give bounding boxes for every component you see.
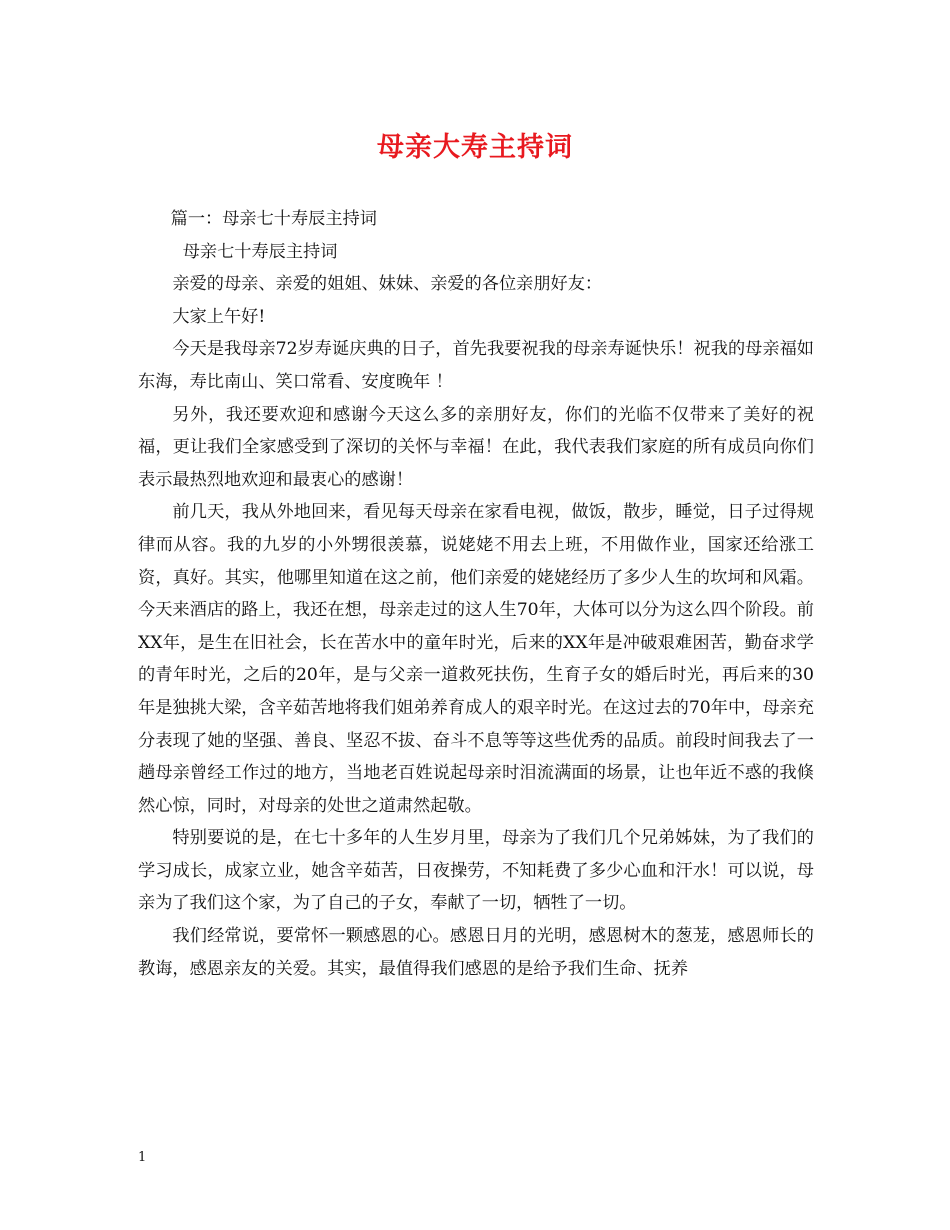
body-paragraph: 前几天，我从外地回来，看见每天母亲在家看电视，做饭，散步，睡觉，日子过得规律而从容。我的九岁的小外甥很羡慕，说姥姥不用去上班，不用做作业，国家还给涨工资，真好。其实，他哪里知道在这之前，他们亲爱的姥姥经历了多少人生的坎坷和风霜。今天来酒店的路上，我还在想，母亲走过的这人生70年，大体可以分为这么四个阶段。前XX年，是生在旧社会，长在苦水中的童年时光，后来的XX年是冲破艰难困苦，勤奋求学的青年时光，之后的20年，是与父亲一道救死扶伤，生育子女的婚后时光，再后来的30年是独挑大梁，含辛茹苦地将我们姐弟养育成人的艰辛时光。在这过去的70年中，母亲充分表现了她的坚强、善良、坚忍不拔、奋斗不息等等这些优秀的品质。前段时间我去了一趟母亲曾经工作过的地方，当地老百姓说起母亲时泪流满面的场景，让也年近不惑的我倏然心惊，同时，对母亲的处世之道肃然起敬。 — [138, 502, 814, 816]
body-paragraph: 今天是我母亲72岁寿诞庆典的日子，首先我要祝我的母亲寿诞快乐！祝我的母亲福如东海，寿比南山、笑口常看、安度晚年 ！ — [138, 339, 814, 392]
section-subheading: 母亲七十寿辰主持词 — [182, 241, 338, 262]
body-paragraph: 我们经常说，要常怀一颗感恩的心。感恩日月的光明，感恩树木的葱茏，感恩师长的教诲，感恩亲友的关爱。其实，最值得我们感恩的是给予我们生命、抚养 — [138, 926, 814, 979]
page-number: 1 — [138, 1150, 147, 1165]
salutation-paragraph: 亲爱的母亲、亲爱的姐姐、妹妹、亲爱的各位亲朋好友： — [172, 274, 603, 295]
body-paragraph: 特别要说的是，在七十多年的人生岁月里，母亲为了我们几个兄弟姊妹，为了我们的学习成长，成家立业，她含辛茹苦，日夜操劳，不知耗费了多少心血和汗水！可以说，母亲为了我们这个家，为了自己的子女，奉献了一切，牺牲了一切。 — [138, 828, 814, 914]
document-title: 母亲大寿主持词 — [377, 132, 573, 163]
section-heading: 篇一：母亲七十寿辰主持词 — [170, 209, 377, 229]
body-paragraph: 另外，我还要欢迎和感谢今天这么多的亲朋好友，你们的光临不仅带来了美好的祝福，更让我们全家感受到了深切的关怀与幸福！在此，我代表我们家庭的所有成员向你们表示最热烈地欢迎和最衷心的感谢！ — [138, 404, 814, 490]
document-body — [138, 203, 814, 985]
greeting-paragraph: 大家上午好! — [172, 306, 266, 327]
